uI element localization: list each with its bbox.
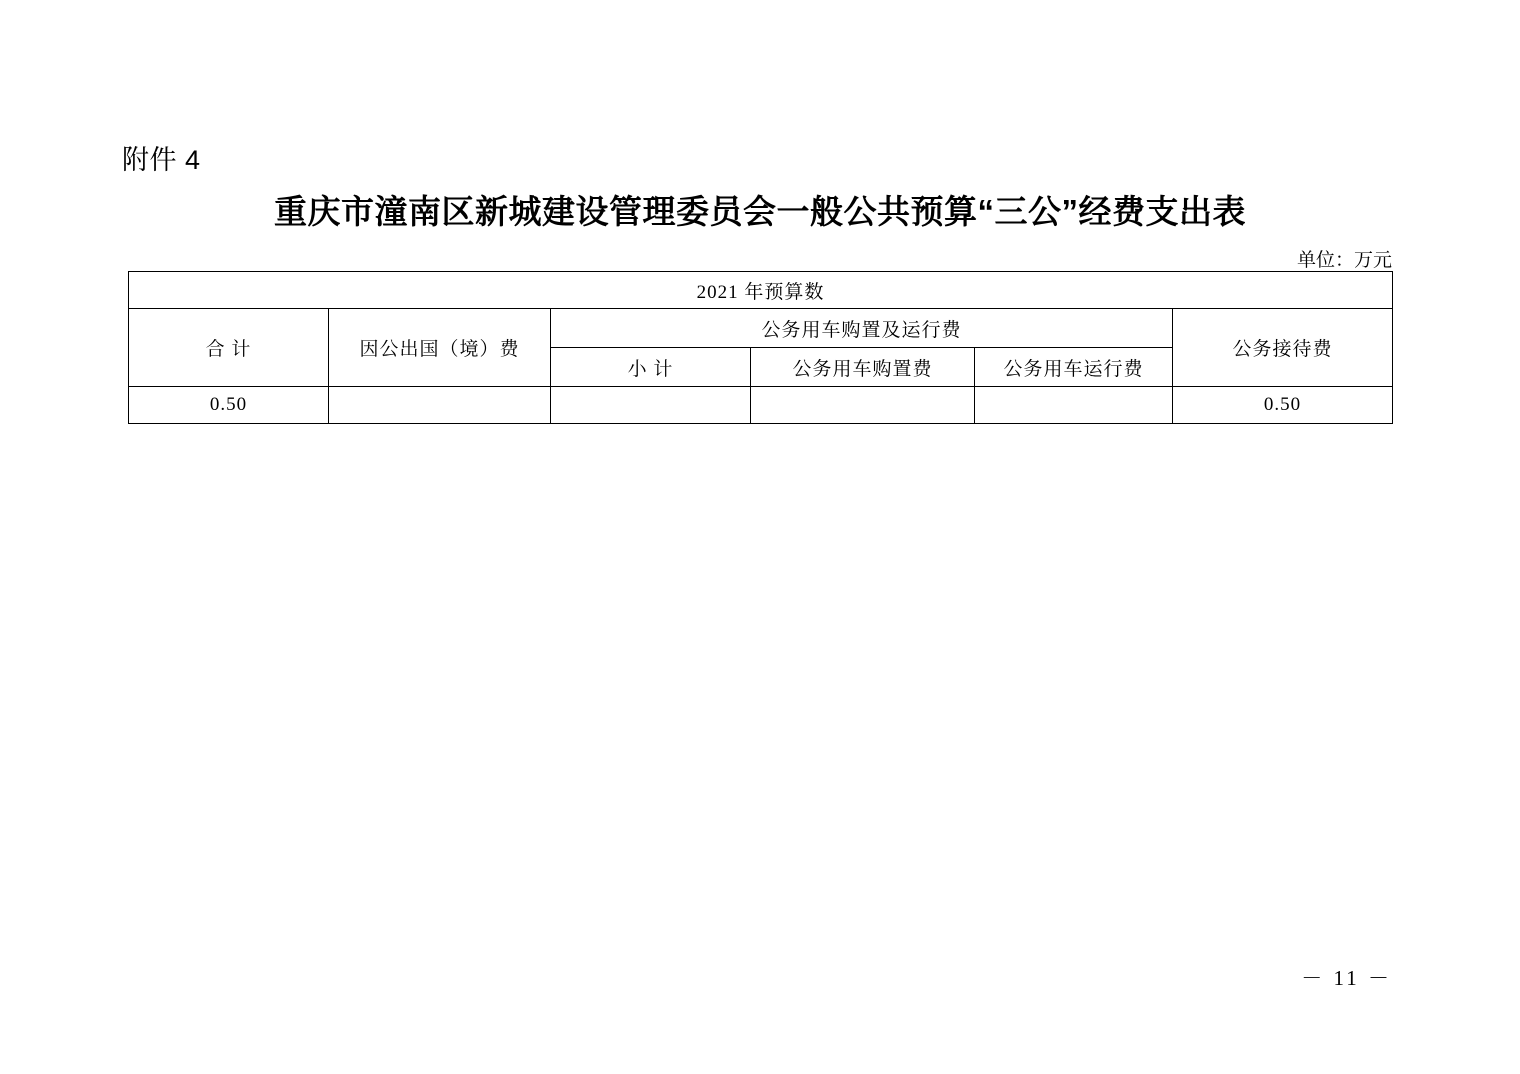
cell-total: 0.50 [129,387,329,424]
table-row-header-1 [129,309,1393,348]
cell-reception: 0.50 [1173,387,1393,424]
column-header-reception: 公务接待费 [1173,309,1393,387]
column-header-vehicle-subtotal: 小 计 [551,348,751,387]
cell-vehicle-operation [975,387,1173,424]
page-number: － 11 － [1301,966,1392,990]
cell-vehicle-purchase [751,387,975,424]
column-header-abroad: 因公出国（境）费 [329,309,551,387]
column-header-total: 合 计 [129,309,329,387]
budget-table [128,271,1393,424]
attachment-label: 附件 4 [122,145,201,175]
cell-abroad [329,387,551,424]
column-header-vehicle-purchase: 公务用车购置费 [751,348,975,387]
group-header-cell: 2021 年预算数 [129,272,1393,309]
cell-vehicle-subtotal [551,387,751,424]
unit-note: 单位：万元 [1296,250,1392,271]
table-row-group-header [129,272,1393,309]
column-header-vehicle-group: 公务用车购置及运行费 [551,309,1173,348]
page-title: 重庆市潼南区新城建设管理委员会一般公共预算“三公”经费支出表 [274,193,1246,230]
column-header-vehicle-operation: 公务用车运行费 [975,348,1173,387]
table-row [129,387,1393,424]
